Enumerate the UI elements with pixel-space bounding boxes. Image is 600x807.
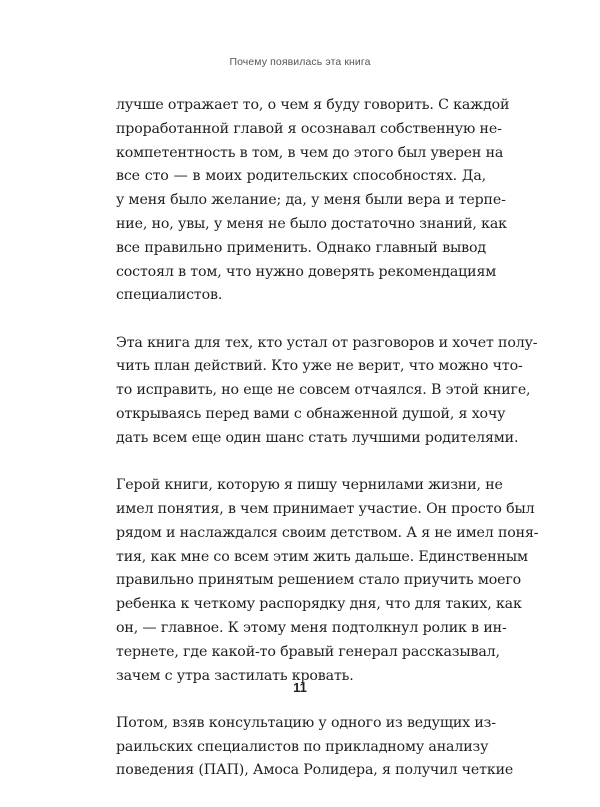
text-line: открываясь перед вами с обнаженной душой, я хочу <box>116 406 506 423</box>
paragraph <box>116 94 510 308</box>
text-line: состоял в том, что нужно доверять рекомендациям <box>116 263 497 280</box>
running-header: Почему появилась эта книга <box>229 56 371 68</box>
page-number: 11 <box>293 680 307 695</box>
text-line: он, — главное. К этому меня подтолкнул ролик в ин- <box>116 619 507 636</box>
paragraph <box>116 474 539 688</box>
text-line: зачем с утра застилать кровать. <box>116 667 354 684</box>
text-line: у меня было желание; да, у меня были вера и терпе- <box>116 192 506 209</box>
text-line: Герой книги, которую я пишу чернилами жизни, не <box>116 477 503 494</box>
text-line: компетентность в том, в чем до этого был уверен на <box>116 144 504 161</box>
text-line: рядом и наслаждался своим детством. А я не имел поня- <box>116 524 539 541</box>
text-line: тернете, где какой-то бравый генерал рассказывал, <box>116 643 500 660</box>
text-line: все сто — в моих родительских способностях. Да, <box>116 168 486 185</box>
text-line: чить план действий. Кто уже не верит, что можно что- <box>116 358 523 375</box>
body-text <box>116 94 539 807</box>
text-line: лучше отражает то, о чем я буду говорить. С каждой <box>116 97 510 113</box>
text-line: поведения (ПАП), Амоса Ролидера, я получил четкие <box>116 762 514 779</box>
text-line: правильно принятым решением стало приучить моего <box>116 572 522 589</box>
paragraph <box>116 332 538 451</box>
text-line: то исправить, но еще не совсем отчаялся. В этой книге, <box>116 382 531 399</box>
paragraph <box>116 712 514 783</box>
text-line: специалистов. <box>116 287 223 304</box>
text-line: раильских специалистов по прикладному анализу <box>116 738 489 755</box>
text-line: имел понятия, в чем принимает участие. Он просто был <box>116 500 535 517</box>
text-line: Эта книга для тех, кто устал от разговоров и хочет полу- <box>116 334 538 351</box>
text-line: тия, как мне со всем этим жить дальше. Единственным <box>116 548 528 565</box>
text-line: ние, но, увы, у меня не было достаточно знаний, как <box>116 215 507 232</box>
text-line: дать всем еще один шанс стать лучшими родителями. <box>116 429 519 446</box>
text-line: ребенка к четкому распорядку дня, что для таких, как <box>116 596 522 613</box>
text-line: все правильно применить. Однако главный вывод <box>116 239 486 256</box>
text-line: Потом, взяв консультацию у одного из ведущих из- <box>116 714 496 731</box>
text-line: проработанной главой я осознавал собственную не- <box>116 120 502 137</box>
